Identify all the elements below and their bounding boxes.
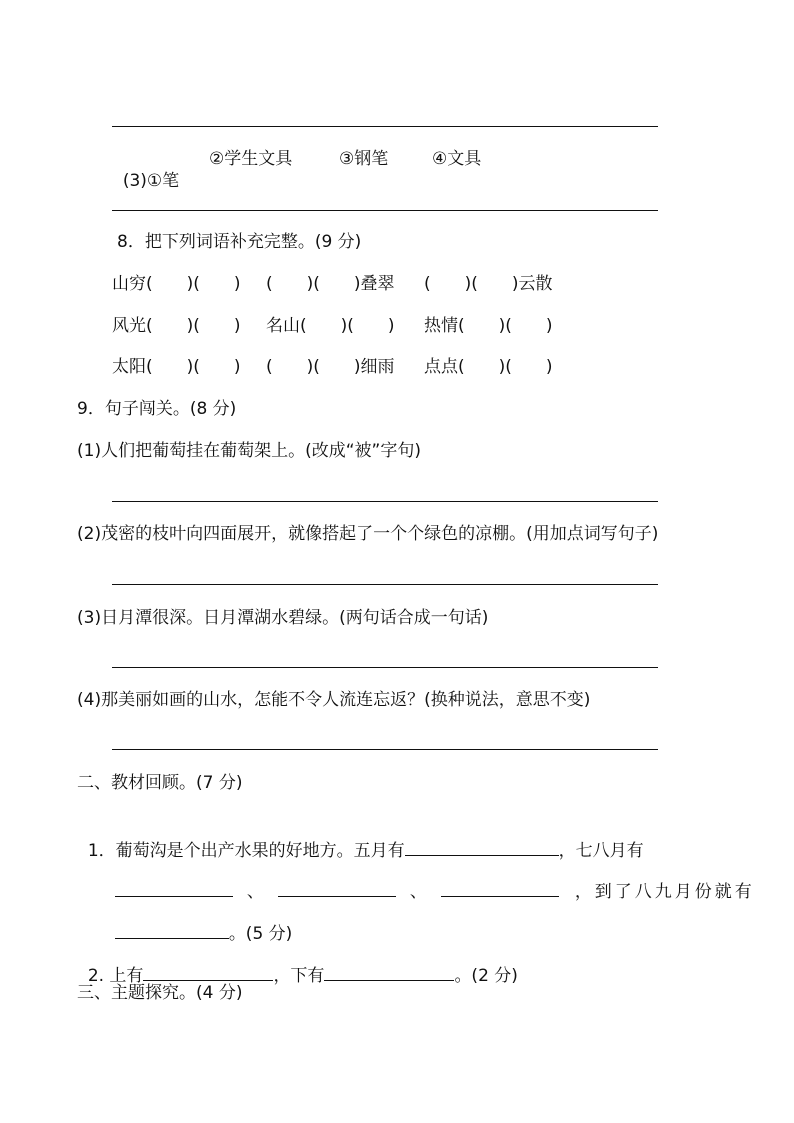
question-9-3: (3)日月潭很深。日月潭湖水碧绿。(两句话合成一句话): [77, 608, 489, 628]
word-blank-2-2[interactable]: 名山( )( ): [266, 316, 395, 336]
q1-text: ，七八月有: [558, 841, 644, 861]
section-2-q1-line1: [77, 815, 644, 862]
option-3: ③钢笔: [339, 149, 389, 169]
fill-blank[interactable]: [441, 878, 559, 897]
q1-text: 1．葡萄沟是个出产水果的好地方。五月有: [87, 841, 405, 861]
separator: 、: [246, 882, 264, 902]
answer-line[interactable]: [112, 126, 658, 127]
answer-line[interactable]: [112, 584, 658, 585]
fill-blank[interactable]: [324, 962, 454, 981]
option-4: ④文具: [432, 149, 482, 169]
q2-text: 2. 上有: [87, 966, 144, 986]
word-blank-3-2[interactable]: ( )( )细雨: [266, 357, 395, 377]
question-9-4: (4)那美丽如画的山水，怎能不令人流连忘返？(换种说法，意思不变): [77, 690, 591, 710]
word-blank-3-1[interactable]: 太阳( )( ): [112, 357, 241, 377]
q2-end: 。(2 分): [454, 966, 518, 986]
fill-blank[interactable]: [115, 878, 233, 897]
word-blank-2-3[interactable]: 热情( )( ): [424, 316, 553, 336]
q2-text: ，下有: [273, 966, 325, 986]
section-2-q1-line2: [104, 856, 755, 903]
fill-blank[interactable]: [405, 837, 559, 856]
answer-line[interactable]: [112, 501, 658, 502]
option-2: ②学生文具: [209, 149, 293, 169]
question-9-2: (2)茂密的枝叶向四面展开，就像搭起了一个个绿色的凉棚。(用加点词写句子): [77, 524, 659, 544]
answer-line[interactable]: [112, 749, 658, 750]
separator: 、: [409, 882, 427, 902]
q1-end: 。(5 分): [228, 924, 293, 944]
fill-blank[interactable]: [278, 878, 396, 897]
option-1: ①笔: [146, 171, 180, 191]
section-3-title: 三、主题探究。(4 分): [77, 983, 243, 1003]
word-blank-2-1[interactable]: 风光( )( ): [112, 316, 241, 336]
question-9-title: 9．句子闯关。(8 分): [77, 399, 237, 419]
answer-line[interactable]: [112, 667, 658, 668]
word-blank-1-2[interactable]: ( )( )叠翠: [266, 274, 395, 294]
question-9-1: (1)人们把葡萄挂在葡萄架上。(改成“被”字句): [77, 441, 421, 461]
question-8-title: 8．把下列词语补充完整。(9 分): [117, 232, 362, 252]
section-2-q2: [77, 940, 518, 987]
fill-blank[interactable]: [143, 962, 273, 981]
word-blank-1-3[interactable]: ( )( )云散: [424, 274, 553, 294]
fill-blank[interactable]: [115, 920, 229, 939]
word-blank-3-3[interactable]: 点点( )( ): [424, 357, 553, 377]
section-2-title: 二、教材回顾。(7 分): [77, 773, 243, 793]
question-7-3: [112, 148, 179, 192]
q1-text: ，到了八九月份就有: [574, 882, 755, 902]
question-number: (3): [122, 171, 147, 191]
word-blank-1-1[interactable]: 山穷( )( ): [112, 274, 241, 294]
answer-line[interactable]: [112, 210, 658, 211]
section-2-q1-line3: [104, 898, 292, 945]
